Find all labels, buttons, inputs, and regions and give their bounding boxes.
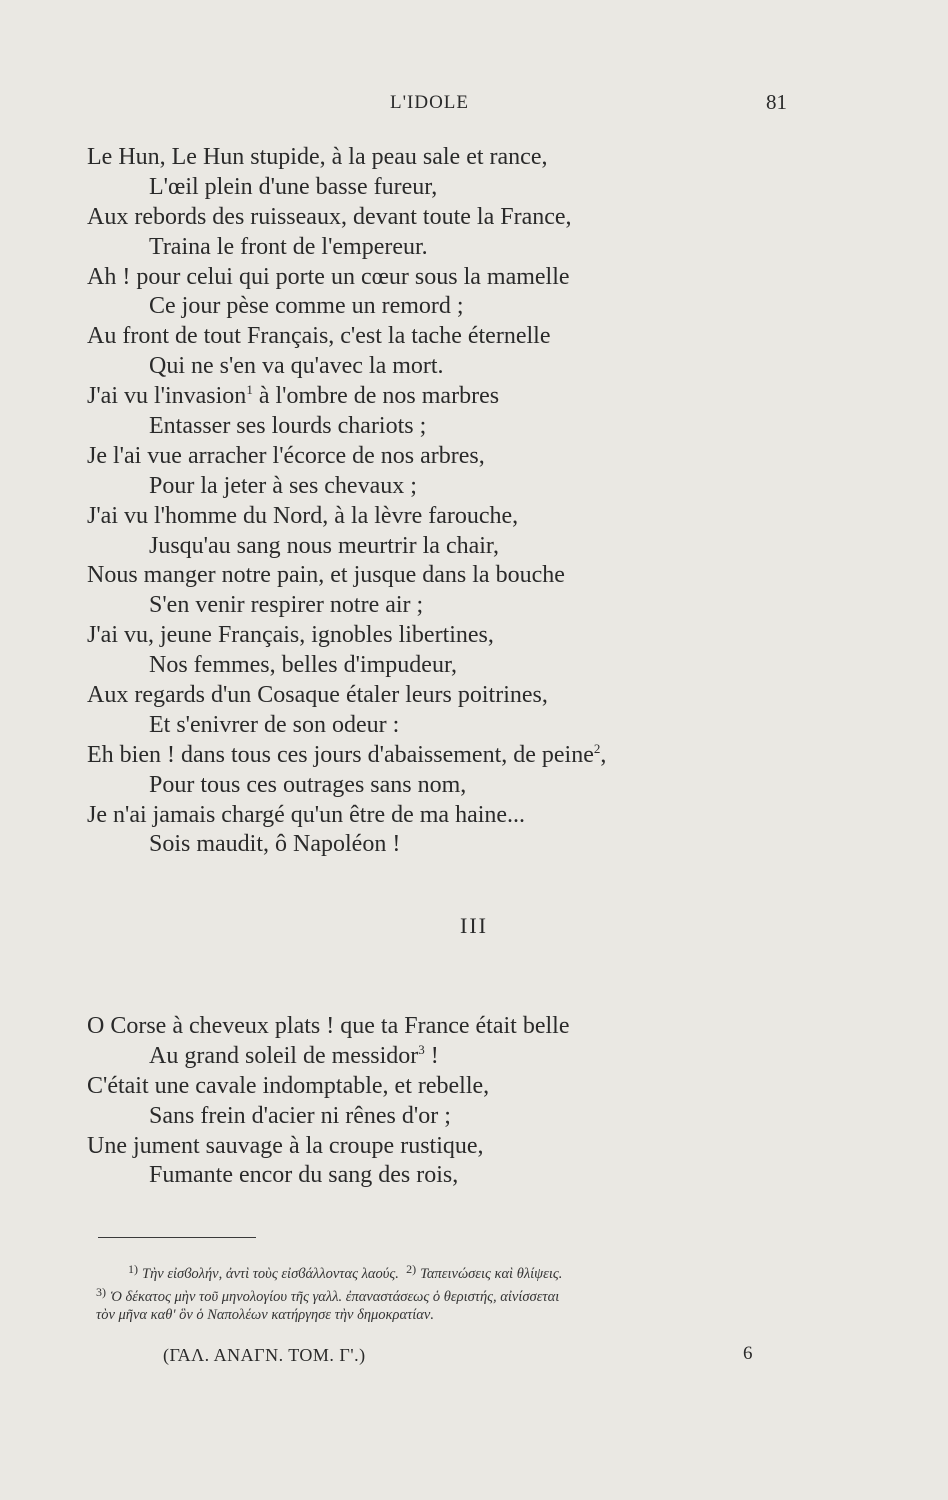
verse-line — [87, 1042, 569, 1072]
footnote-marker-1: 1) — [128, 1262, 138, 1276]
verse-line — [87, 352, 606, 382]
verse-line — [87, 472, 606, 502]
verse-text: Fumante encor du sang des rois, — [149, 1162, 459, 1189]
verse-text: Ah ! pour celui qui porte un cœur sous la mamelle — [87, 263, 570, 290]
verse-text: J'ai vu, jeune Français, ignobles libertines, — [87, 622, 494, 649]
verse-line — [87, 591, 606, 621]
footnote-reference: 1 — [246, 382, 253, 398]
verse-text: Traina le front de l'empereur. — [149, 233, 428, 260]
signature-line — [0, 1345, 948, 1371]
verse-text: Le Hun, Le Hun stupide, à la peau sale et rance, — [87, 144, 548, 170]
footnote-reference: 3 — [418, 1041, 425, 1057]
verse-text: Je n'ai jamais chargé qu'un être de ma haine... — [87, 801, 526, 828]
verse-text: Ce jour pèse comme un remord ; — [149, 293, 464, 320]
verse-text: C'était une cavale indomptable, et rebelle, — [87, 1072, 490, 1099]
verse-text-tail: , — [600, 741, 607, 768]
footnote-reference: 2 — [593, 740, 601, 756]
verse-line — [87, 830, 606, 860]
running-head — [0, 92, 948, 122]
verse-text: Pour tous ces outrages sans nom, — [149, 771, 467, 798]
verse-line — [87, 561, 606, 591]
footnote-line-1 — [96, 1258, 816, 1281]
verse-text: Sois maudit, ô Napoléon ! — [149, 831, 401, 858]
verse-line — [87, 292, 606, 322]
printer-signature: (ΓΑΛ. ΑΝΑΓΝ. ΤΟΜ. Γ'.) — [163, 1345, 366, 1365]
verse-line — [87, 771, 606, 801]
verse-text-tail: à l'ombre de nos marbres — [252, 383, 500, 410]
verse-text: Nos femmes, belles d'impudeur, — [149, 652, 457, 679]
poem-stanza-1 — [87, 143, 606, 860]
verse-text: L'œil plein d'une basse fureur, — [149, 173, 438, 200]
verse-text: J'ai vu l'invasion — [87, 383, 247, 410]
sheet-number: 6 — [743, 1343, 753, 1364]
verse-text: Entasser ses lourds chariots ; — [149, 413, 427, 440]
footnote-line-2 — [96, 1281, 816, 1304]
verse-line — [87, 621, 606, 651]
verse-text: Qui ne s'en va qu'avec la mort. — [149, 353, 444, 380]
verse-line — [87, 1072, 569, 1102]
verse-line — [87, 203, 606, 233]
verse-text: Au front de tout Français, c'est la tache éternelle — [87, 323, 551, 350]
verse-line — [87, 741, 606, 771]
verse-line — [87, 1012, 569, 1042]
verse-line — [87, 233, 606, 263]
footnote-rule — [98, 1237, 256, 1238]
verse-text: S'en venir respirer notre air ; — [149, 592, 424, 619]
verse-text: Jusqu'au sang nous meurtrir la chair, — [149, 532, 499, 559]
verse-text: Au grand soleil de messidor — [149, 1042, 419, 1069]
footnotes — [96, 1258, 816, 1327]
verse-line — [87, 532, 606, 562]
verse-line — [87, 651, 606, 681]
footnote-line-3 — [96, 1304, 816, 1327]
running-title: L'IDOLE — [390, 92, 470, 113]
verse-line — [87, 1161, 569, 1191]
verse-line — [87, 173, 606, 203]
verse-text: Sans frein d'acier ni rênes d'or ; — [149, 1102, 451, 1129]
verse-text: Je l'ai vue arracher l'écorce de nos arbres, — [87, 442, 485, 469]
verse-text: O Corse à cheveux plats ! que ta France était belle — [87, 1013, 570, 1039]
verse-line — [87, 263, 606, 293]
section-numeral: III — [460, 913, 488, 938]
footnote-text-1: Τὴν εἰσϐολήν, ἀντὶ τοὺς εἰσϐάλλοντας λαούς. — [142, 1266, 399, 1282]
verse-text: J'ai vu l'homme du Nord, à la lèvre farouche, — [87, 502, 519, 529]
verse-line — [87, 681, 606, 711]
verse-line — [87, 442, 606, 472]
verse-text: Eh bien ! dans tous ces jours d'abaissement, de peine — [87, 741, 594, 768]
verse-line — [87, 711, 606, 741]
verse-text: Aux regards d'un Cosaque étaler leurs poitrines, — [87, 682, 548, 709]
verse-text: Pour la jeter à ses chevaux ; — [149, 472, 417, 499]
verse-line — [87, 143, 606, 173]
verse-line — [87, 412, 606, 442]
verse-line — [87, 1102, 569, 1132]
verse-text: Une jument sauvage à la croupe rustique, — [87, 1132, 484, 1159]
verse-text: Et s'enivrer de son odeur : — [149, 711, 400, 738]
verse-line — [87, 801, 606, 831]
verse-line — [87, 322, 606, 352]
verse-line — [87, 502, 606, 532]
verse-line — [87, 1132, 569, 1162]
poem-stanza-2 — [87, 1012, 569, 1191]
verse-text: Aux rebords des ruisseaux, devant toute la France, — [87, 203, 572, 230]
footnote-marker-3: 3) — [96, 1285, 106, 1299]
footnote-text-2: Ταπεινώσεις καὶ θλίψεις. — [420, 1266, 563, 1282]
verse-line — [87, 382, 606, 412]
verse-text: Nous manger notre pain, et jusque dans la bouche — [87, 562, 565, 589]
footnote-text-3: Ὁ δέκατος μὴν τοῦ μηνολογίου τῆς γαλλ. ἐπαναστάσεως ὁ θεριστής, αἰνίσσεται — [110, 1289, 560, 1305]
page-number: 81 — [766, 90, 787, 114]
verse-text-tail: ! — [424, 1042, 439, 1069]
footnote-marker-2: 2) — [406, 1262, 417, 1276]
footnote-text-3-continued: τὸν μῆνα καθ' ὃν ὁ Ναπολέων κατήργησε τὴν δημοκρατίαν. — [96, 1307, 434, 1323]
